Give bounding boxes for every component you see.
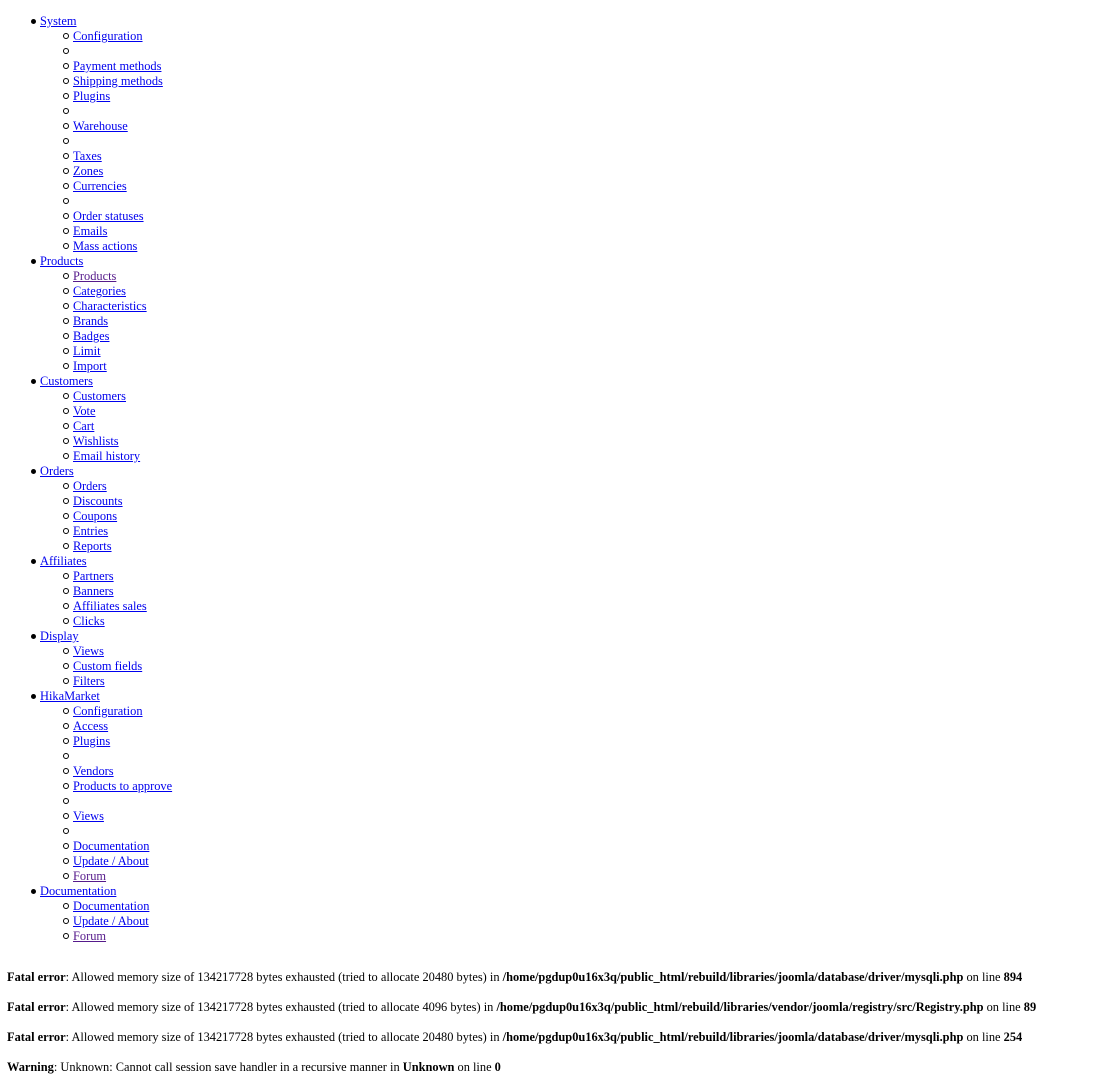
submenu-item	[73, 659, 172, 674]
submenu-item	[73, 539, 172, 554]
submenu	[40, 704, 172, 884]
menu-link-orders[interactable]: Orders	[40, 464, 74, 478]
submenu-separator	[73, 44, 172, 59]
submenu-item	[73, 209, 172, 224]
submenu-link-documentation[interactable]: Documentation	[73, 899, 150, 913]
submenu-link-custom-fields[interactable]: Custom fields	[73, 659, 143, 673]
menu-link-display[interactable]: Display	[40, 629, 79, 643]
submenu-item	[73, 149, 172, 164]
submenu-separator	[73, 104, 172, 119]
submenu-link-products-to-approve[interactable]: Products to approve	[73, 779, 173, 793]
submenu-item	[73, 299, 172, 314]
error-line	[7, 970, 1117, 985]
submenu-item	[73, 494, 172, 509]
submenu-item	[73, 89, 172, 104]
menu-section-orders	[40, 464, 172, 554]
error-line	[7, 1000, 1117, 1015]
php-error-log	[7, 970, 1117, 1090]
submenu-link-configuration[interactable]: Configuration	[73, 29, 143, 43]
error-line-number: 894	[1003, 970, 1023, 984]
submenu-item	[73, 314, 172, 329]
submenu-link-partners[interactable]: Partners	[73, 569, 114, 583]
submenu-link-vote[interactable]: Vote	[73, 404, 96, 418]
menu-section-hikamarket	[40, 689, 172, 884]
submenu-item	[73, 239, 172, 254]
submenu-item	[73, 644, 172, 659]
submenu-item	[73, 614, 172, 629]
submenu-link-customers[interactable]: Customers	[73, 389, 127, 403]
submenu-item	[73, 344, 172, 359]
submenu-link-products[interactable]: Products	[73, 269, 117, 283]
error-type: Fatal error	[7, 1000, 66, 1014]
submenu-item	[73, 764, 172, 779]
submenu-item	[73, 59, 172, 74]
submenu-item	[73, 419, 172, 434]
submenu-item	[73, 584, 172, 599]
submenu-item	[73, 164, 172, 179]
submenu-item	[73, 599, 172, 614]
submenu-link-filters[interactable]: Filters	[73, 674, 105, 688]
submenu-item	[73, 119, 172, 134]
submenu-item	[73, 734, 172, 749]
submenu-item	[73, 869, 172, 884]
submenu-link-currencies[interactable]: Currencies	[73, 179, 127, 193]
submenu-link-payment-methods[interactable]: Payment methods	[73, 59, 162, 73]
submenu-item	[73, 899, 172, 914]
submenu-link-warehouse[interactable]: Warehouse	[73, 119, 128, 133]
error-type: Fatal error	[7, 970, 66, 984]
menu-section-documentation	[40, 884, 172, 944]
error-message: : Allowed memory size of 134217728 bytes exhausted (tried to allocate 4096 bytes) in	[65, 1000, 497, 1014]
submenu-item	[73, 704, 172, 719]
submenu-link-plugins[interactable]: Plugins	[73, 734, 111, 748]
submenu-item	[73, 674, 172, 689]
error-line	[7, 1030, 1117, 1045]
submenu	[40, 389, 172, 464]
submenu-link-cart[interactable]: Cart	[73, 419, 95, 433]
submenu-link-import[interactable]: Import	[73, 359, 107, 373]
submenu-link-access[interactable]: Access	[73, 719, 109, 733]
submenu-link-views[interactable]: Views	[73, 809, 104, 823]
error-on-line: on line	[963, 1030, 1004, 1044]
error-message: : Allowed memory size of 134217728 bytes exhausted (tried to allocate 20480 bytes) in	[65, 1030, 503, 1044]
submenu-separator	[73, 134, 172, 149]
submenu-link-views[interactable]: Views	[73, 644, 104, 658]
error-file: /home/pgdup0u16x3q/public_html/rebuild/libraries/vendor/joomla/registry/src/Registry.php	[496, 1000, 984, 1014]
error-type: Warning	[7, 1060, 54, 1074]
menu-link-products[interactable]: Products	[40, 254, 84, 268]
submenu-item	[73, 404, 172, 419]
error-on-line: on line	[963, 970, 1004, 984]
submenu-item	[73, 434, 172, 449]
submenu-item	[73, 359, 172, 374]
error-file: /home/pgdup0u16x3q/public_html/rebuild/libraries/joomla/database/driver/mysqli.php	[502, 970, 964, 984]
error-file: Unknown	[402, 1060, 455, 1074]
submenu-link-characteristics[interactable]: Characteristics	[73, 299, 147, 313]
submenu-link-wishlists[interactable]: Wishlists	[73, 434, 119, 448]
submenu-link-taxes[interactable]: Taxes	[73, 149, 102, 163]
submenu-item	[73, 29, 172, 44]
menu-section-affiliates	[40, 554, 172, 629]
error-line-number: 254	[1003, 1030, 1023, 1044]
error-message: : Unknown: Cannot call session save handler in a recursive manner in	[53, 1060, 403, 1074]
submenu-link-limit[interactable]: Limit	[73, 344, 101, 358]
submenu-link-plugins[interactable]: Plugins	[73, 89, 111, 103]
submenu-item	[73, 224, 172, 239]
submenu-item	[73, 524, 172, 539]
submenu-link-forum[interactable]: Forum	[73, 869, 107, 883]
submenu-item	[73, 809, 172, 824]
submenu-link-banners[interactable]: Banners	[73, 584, 114, 598]
error-line-number: 0	[494, 1060, 501, 1074]
submenu-item	[73, 449, 172, 464]
submenu-link-orders[interactable]: Orders	[73, 479, 107, 493]
menu-section-customers	[40, 374, 172, 464]
submenu-link-reports[interactable]: Reports	[73, 539, 112, 553]
menu-section-display	[40, 629, 172, 689]
submenu-item	[73, 284, 172, 299]
submenu-link-update-about[interactable]: Update / About	[73, 914, 149, 928]
submenu-link-order-statuses[interactable]: Order statuses	[73, 209, 144, 223]
submenu-link-zones[interactable]: Zones	[73, 164, 104, 178]
submenu-link-discounts[interactable]: Discounts	[73, 494, 123, 508]
submenu-item	[73, 479, 172, 494]
error-message: : Allowed memory size of 134217728 bytes exhausted (tried to allocate 20480 bytes) in	[65, 970, 503, 984]
submenu-link-brands[interactable]: Brands	[73, 314, 109, 328]
submenu-item	[73, 854, 172, 869]
submenu-separator	[73, 749, 172, 764]
menu-section-system	[40, 14, 172, 254]
menu-section-products	[40, 254, 172, 374]
menu-link-customers[interactable]: Customers	[40, 374, 94, 388]
submenu-item	[73, 914, 172, 929]
submenu-item	[73, 929, 172, 944]
submenu-item	[73, 569, 172, 584]
submenu-link-entries[interactable]: Entries	[73, 524, 109, 538]
submenu-link-clicks[interactable]: Clicks	[73, 614, 105, 628]
submenu	[40, 29, 172, 254]
submenu-item	[73, 719, 172, 734]
submenu-item	[73, 839, 172, 854]
submenu-link-emails[interactable]: Emails	[73, 224, 108, 238]
submenu-link-coupons[interactable]: Coupons	[73, 509, 118, 523]
submenu	[40, 644, 172, 689]
submenu-link-shipping-methods[interactable]: Shipping methods	[73, 74, 163, 88]
submenu-item	[73, 74, 172, 89]
submenu-link-affiliates-sales[interactable]: Affiliates sales	[73, 599, 147, 613]
error-line	[7, 1060, 1117, 1075]
submenu-link-vendors[interactable]: Vendors	[73, 764, 114, 778]
submenu-link-email-history[interactable]: Email history	[73, 449, 141, 463]
error-line-number: 89	[1023, 1000, 1037, 1014]
submenu-item	[73, 779, 172, 794]
submenu	[40, 479, 172, 554]
error-on-line: on line	[983, 1000, 1024, 1014]
menu-link-system[interactable]: System	[40, 14, 77, 28]
admin-menu	[40, 14, 172, 944]
submenu-item	[73, 269, 172, 284]
submenu-link-mass-actions[interactable]: Mass actions	[73, 239, 138, 253]
submenu-separator	[73, 794, 172, 809]
error-file: /home/pgdup0u16x3q/public_html/rebuild/libraries/joomla/database/driver/mysqli.php	[502, 1030, 964, 1044]
menu-link-hikamarket[interactable]: HikaMarket	[40, 689, 100, 703]
submenu	[40, 569, 172, 629]
submenu-item	[73, 389, 172, 404]
submenu-item	[73, 179, 172, 194]
error-type: Fatal error	[7, 1030, 66, 1044]
submenu-item	[73, 329, 172, 344]
submenu-link-documentation[interactable]: Documentation	[73, 839, 150, 853]
submenu	[40, 899, 172, 944]
submenu	[40, 269, 172, 374]
submenu-link-update-about[interactable]: Update / About	[73, 854, 149, 868]
menu-link-documentation[interactable]: Documentation	[40, 884, 117, 898]
submenu-link-forum[interactable]: Forum	[73, 929, 107, 943]
submenu-separator	[73, 194, 172, 209]
submenu-link-configuration[interactable]: Configuration	[73, 704, 143, 718]
submenu-separator	[73, 824, 172, 839]
submenu-link-badges[interactable]: Badges	[73, 329, 110, 343]
submenu-link-categories[interactable]: Categories	[73, 284, 126, 298]
error-on-line: on line	[454, 1060, 495, 1074]
submenu-item	[73, 509, 172, 524]
menu-link-affiliates[interactable]: Affiliates	[40, 554, 87, 568]
